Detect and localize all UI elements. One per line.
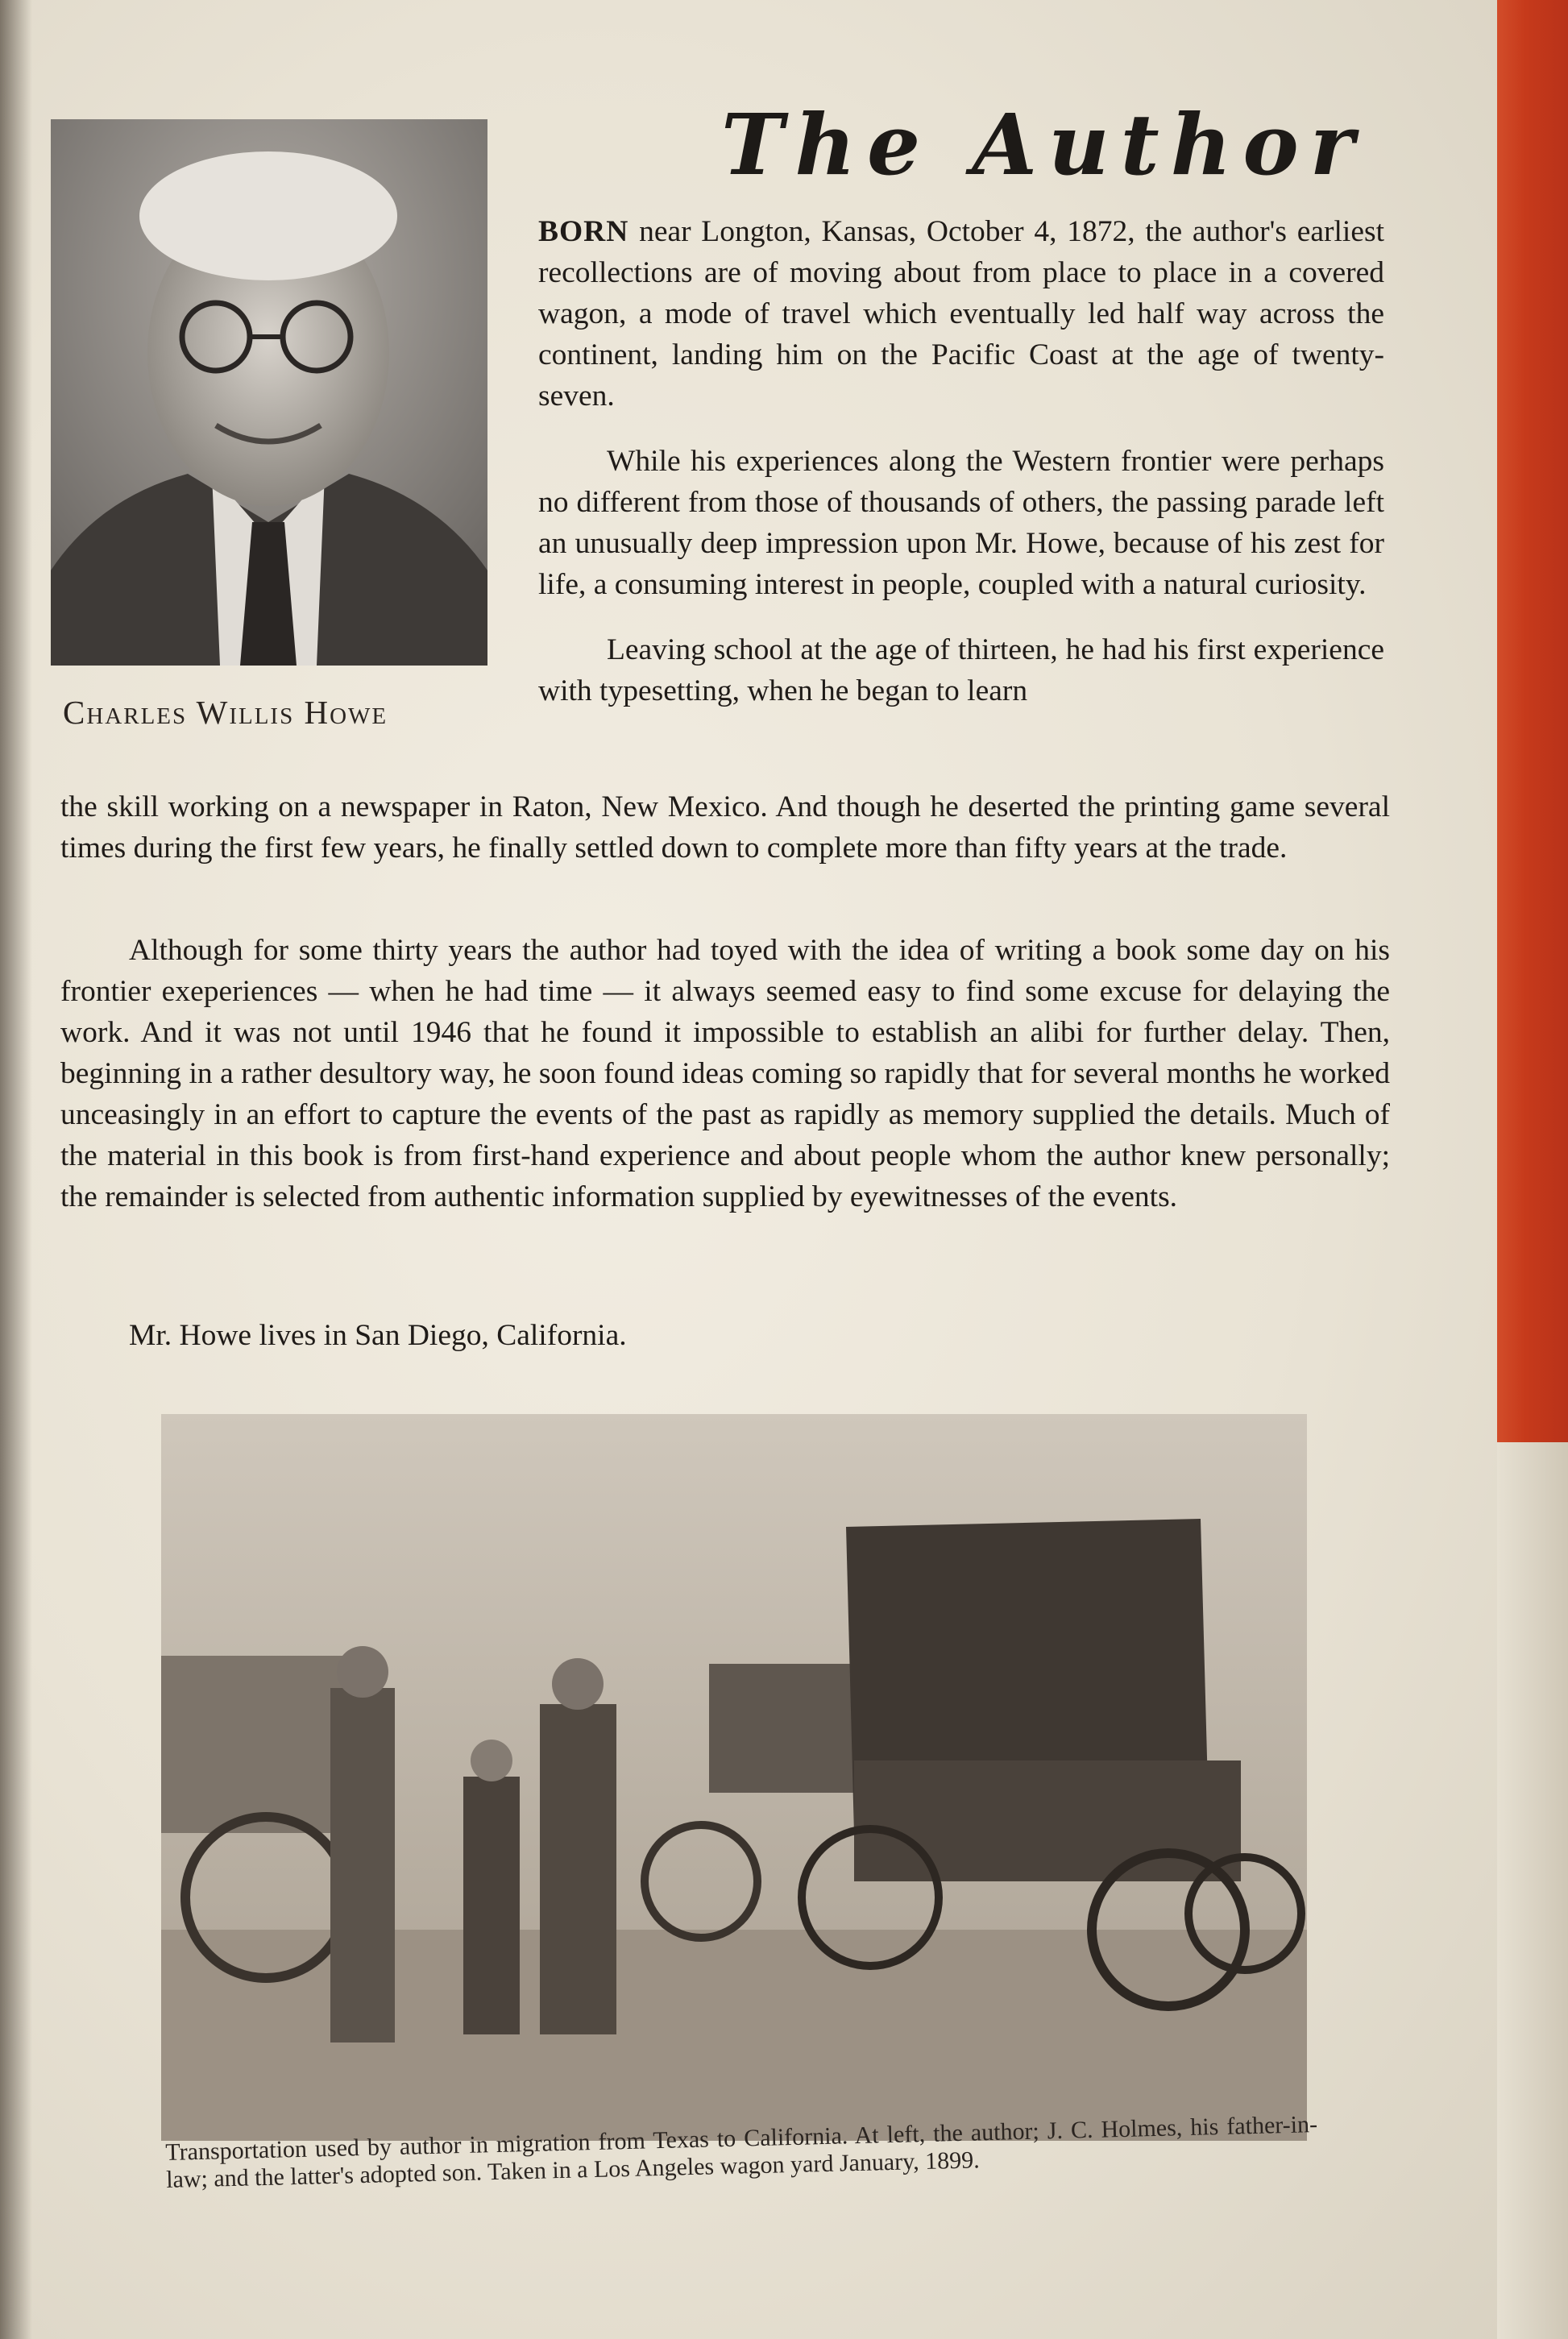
bio-paragraph-3-continued: the skill working on a newspaper in Raton, New Mexico. And though he deserted the printing game several times during the first few years, he finally settled down to complete more than fifty years at the trade. <box>60 790 1390 865</box>
bio-paragraph-1 <box>538 211 1384 417</box>
bio-paragraph-2: While his experiences along the Western frontier were perhaps no different from those of thousands of others, the passing parade left an unusually deep impression upon Mr. Howe, because of his zest for life, a consuming interest in people, coupled with a natural curiosity. <box>538 445 1384 601</box>
bio-paragraph-5: Mr. Howe lives in San Diego, California. <box>129 1319 627 1352</box>
cover-spine-lower <box>1497 1442 1568 2339</box>
page-shadow <box>0 0 32 2339</box>
bio-paragraph-3-start: Leaving school at the age of thirteen, he had his first experience with typesetting, when he began to learn <box>538 633 1384 707</box>
portrait-caption: Charles Willis Howe <box>63 694 388 731</box>
wagon-photograph <box>161 1414 1307 2141</box>
bio-paragraph-1-text: near Longton, Kansas, October 4, 1872, the author's earliest recollections are of moving about from place to place in a covered wagon, a mode of travel which eventually led half way across the continent, landing him on the Pacific Coast at the age of twenty-seven. <box>538 215 1384 413</box>
bio-column <box>538 211 1384 711</box>
cover-spine-edge <box>1497 0 1568 1442</box>
bio-paragraph-4: Although for some thirty years the author had toyed with the idea of writing a book some day on his frontier exeperiences — when he had time — it always seemed easy to find some excuse for delaying the work. And it was not until 1946 that he found it impossible to establish an alibi for further delay. Then, beginning in a rather desultory way, he soon found ideas coming so rapidly that for several months he worked unceasingly in an effort to capture the events of the past as rapidly as memory supplied the details. Much of the material in this book is from first-hand experience and about people whom the author knew personally; the remainder is selected from authentic information supplied by eyewitnesses of the events. <box>60 934 1390 1213</box>
page-title: The Author <box>721 95 1366 194</box>
bio-lead-word: BORN <box>538 215 629 248</box>
photo-caption: Transportation used by author in migration from Texas to California. At left, the author; J. C. Holmes, his father-in-law; and the latter's adopted son. Taken in a Los Angeles wagon yard January, 1899. <box>165 2111 1318 2193</box>
author-portrait <box>51 119 487 666</box>
